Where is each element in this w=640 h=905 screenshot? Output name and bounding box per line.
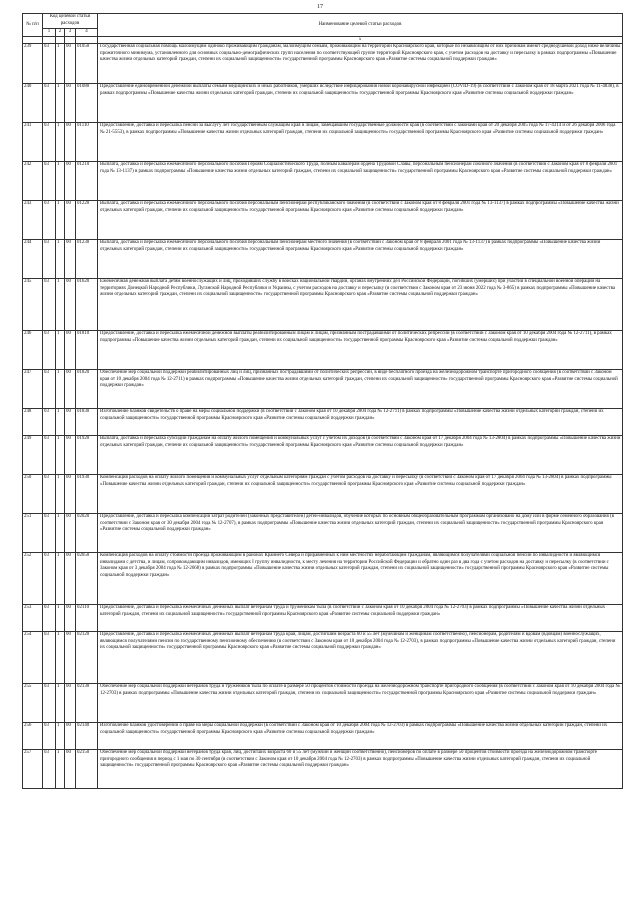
row-description: Компенсация расходов на оплату стоимости проезда проживающим в районах Крайнего Севера и приравненных к ним местностях неработающим гражданам, являющимся получателями социальной пенсии по инвалидности и являющимся инвалидами с детства, и лицам, сопровождающим инвалидов, имеющих I группу инвалидности, к месту лечения на территории Российской Федерации и обратно один раз в два года с учетом расходов на доставку и пересылку (в соответствии с Законом края от 3 декабря 2004 года № 12-2668) в рамках подпрограммы «Повышение качества жизни отдельных категорий граждан, степени их социальной защищенности» государственной программы Красноярского края «Развитие системы социальной поддержки граждан»	[98, 553, 623, 605]
row-description: Обеспечение мер социальной поддержки ветеранов труда и тружеников тыла по оплате в размере 50 процентов стоимости проезда на железнодорожном транспорте пригородного сообщения (в соответствии с Законом края от 10 декабря 2004 года № 12-2703) в рамках подпрограммы «Повышение качества жизни отдельных категорий граждан, степени их социальной защищенности» государственной программы Красноярского края «Развитие системы социальной поддержки граждан»	[98, 684, 623, 723]
code-part-2: 1	[56, 723, 65, 750]
code-part-1: 03	[43, 240, 56, 279]
code-part-4: 01110	[76, 123, 98, 162]
code-part-4: 02110	[76, 605, 98, 632]
row-description: Предоставление, доставка и пересылка ежемесячных денежных выплат ветеранам труда края, лицам, достигшим возраста 60 и 55 лет (мужчинам и женщинам соответственно), пенсионерам, родителям и вдовам (вдовцам) военнослужащих, являющимся получателями пенсии по государственному пенсионному обеспечению (в соответствии с Законом края от 10 декабря 2004 года № 12-2703), в рамках подпрограммы «Повышение качества жизни отдельных категорий граждан, степени их социальной защищенности» государственной программы Красноярского края «Развитие системы социальной поддержки граждан»	[98, 632, 623, 684]
code-part-1: 03	[43, 632, 56, 684]
header-idx-4: 4	[76, 29, 98, 37]
table-row	[23, 723, 623, 750]
code-part-2: 1	[56, 632, 65, 684]
code-part-3: 00	[65, 44, 76, 84]
code-part-1: 03	[43, 436, 56, 475]
code-part-4: 01050	[76, 44, 98, 84]
row-description: Изготовление бланков удостоверений о праве на меры социальной поддержки (в соответствии с Законом края от 10 декабря 2004 года № 12-2703) в рамках подпрограммы «Повышение качества жизни отдельных категорий граждан, степени их социальной защищенности» государственной программы Красноярского края «Развитие системы социальной поддержки граждан»	[98, 723, 623, 750]
code-part-1: 03	[43, 475, 56, 514]
row-number: 253	[23, 605, 43, 632]
code-part-2: 1	[56, 240, 65, 279]
row-number: 250	[23, 475, 43, 514]
row-number: 251	[23, 514, 43, 553]
table-row	[23, 240, 623, 279]
row-description: Компенсация расходов на оплату жилого помещения и коммунальных услуг отдельным категориям граждан с учетом расходов на доставку и пересылку (в соответствии с Законом края от 17 декабря 2004 года № 13-2804) в рамках подпрограммы «Повышение качества жизни отдельных категорий граждан, степени их социальной защищенности» государственной программы Красноярского края «Развитие системы социальной поддержки граждан»	[98, 475, 623, 514]
row-number: 239	[23, 44, 43, 84]
code-part-3: 00	[65, 123, 76, 162]
page-number: 17	[317, 4, 323, 10]
code-part-1: 03	[43, 331, 56, 370]
code-part-2: 1	[56, 553, 65, 605]
code-part-1: 03	[43, 162, 56, 201]
code-part-4: 01830	[76, 409, 98, 436]
code-part-4: 01930	[76, 475, 98, 514]
code-part-2: 1	[56, 684, 65, 723]
row-number: 240	[23, 84, 43, 123]
header-idx-blank	[43, 36, 56, 44]
table-row	[23, 436, 623, 475]
row-number: 243	[23, 201, 43, 240]
row-description: Выплата, доставка и пересылка ежемесячного персонального пособия персональным пенсионерам местного значения (в соответствии с Законом края от 8 февраля 2001 года № 13-1137) в рамках подпрограммы «Повышение качества жизни отдельных категорий граждан, степени их социальной защищенности» государственной программы Красноярского края «Развитие системы социальной поддержки граждан»	[98, 240, 623, 279]
row-number: 241	[23, 123, 43, 162]
header-name: Наименование целевой статьи расходов	[98, 14, 623, 37]
row-description: Предоставление единовременной денежной выплаты семьям медицинских и иных работников, умерших вследствие инфицирования новой коронавирусной инфекцией (COVID-19) (в соответствии с Законом края от 18 марта 2021 года № 11-4838), в рамках подпрограммы «Повышение качества жизни отдельных категорий граждан, степени их социальной защищенности» государственной программы Красноярского края «Развитие системы социальной поддержки граждан»	[98, 84, 623, 123]
code-part-2: 1	[56, 44, 65, 84]
table-row	[23, 370, 623, 409]
code-part-3: 00	[65, 553, 76, 605]
code-part-3: 00	[65, 84, 76, 123]
code-part-3: 00	[65, 240, 76, 279]
code-part-2: 1	[56, 409, 65, 436]
code-part-2: 1	[56, 331, 65, 370]
row-number: 242	[23, 162, 43, 201]
code-part-3: 00	[65, 475, 76, 514]
code-part-3: 00	[65, 605, 76, 632]
row-description: Предоставление, доставка и пересылка ежемесячных денежных выплат ветеранам труда и труженикам тыла (в соответствии с Законом края от 10 декабря 2004 года № 12-2703) в рамках подпрограммы «Повышение качества жизни отдельных категорий граждан, степени их социальной защищенности» государственной программы Красноярского края «Развитие системы социальной поддержки граждан»	[98, 605, 623, 632]
code-part-2: 1	[56, 475, 65, 514]
row-number: 249	[23, 436, 43, 475]
row-number: 257	[23, 750, 43, 789]
row-description: Ежемесячная денежная выплата детям военнослужащих и лиц, проходивших службу в войсках национальной гвардии, органах внутренних дел Российской Федерации, погибших (умерших) при участии в специальной военной операции на территориях Донецкой Народной Республики, Луганской Народной Республики и Украины, с учетом расходов на доставку и пересылку (в соответствии с Законом края от 23 июня 2022 года № 3-865) в рамках подпрограммы «Повышение качества жизни отдельных категорий граждан, степени их социальной защищенности» государственной программы Красноярского края «Развитие системы социальной поддержки граждан»	[98, 279, 623, 331]
code-part-2: 1	[56, 201, 65, 240]
row-description: Изготовление бланков свидетельств о праве на меры социальной поддержки (в соответствии с Законом края от 10 декабря 2004 года № 12-2711) в рамках подпрограммы «Повышение качества жизни отдельных категорий граждан, степени их социальной защищенности» государственной программы Красноярского края «Развитие системы социальной поддержки граждан»	[98, 409, 623, 436]
code-part-4: 01210	[76, 162, 98, 201]
code-part-1: 03	[43, 723, 56, 750]
code-part-1: 03	[43, 605, 56, 632]
code-part-3: 00	[65, 409, 76, 436]
table-row	[23, 605, 623, 632]
code-part-3: 00	[65, 370, 76, 409]
header-npp: № п/п	[23, 14, 43, 37]
row-number: 254	[23, 632, 43, 684]
row-description: Государственная социальная помощь малоимущим одиноко проживающим гражданам, малоимущим семьям, проживающим на территории Красноярского края, которые по независящим от них причинам имеют среднедушевой доход ниже величины прожиточного минимума, установленного для основных социально-демографических групп населения по соответствующей группе территорий Красноярского края, с учетом расходов на доставку и пересылку в рамках подпрограммы «Повышение качества жизни отдельных категорий граждан, степени их социальной защищенности» государственной программы Красноярского края «Развитие системы социальной поддержки граждан»	[98, 44, 623, 84]
table-row	[23, 409, 623, 436]
code-part-2: 1	[56, 514, 65, 553]
code-part-4: 02150	[76, 750, 98, 789]
table-row	[23, 123, 623, 162]
table-row	[23, 84, 623, 123]
code-part-3: 00	[65, 723, 76, 750]
row-number: 245	[23, 279, 43, 331]
row-number: 256	[23, 723, 43, 750]
code-part-4: 01080	[76, 84, 98, 123]
code-part-4: 02140	[76, 723, 98, 750]
code-part-1: 03	[43, 514, 56, 553]
code-part-3: 00	[65, 436, 76, 475]
table-row	[23, 632, 623, 684]
code-part-4: 02050	[76, 553, 98, 605]
code-part-4: 01810	[76, 331, 98, 370]
code-part-1: 03	[43, 201, 56, 240]
row-number: 247	[23, 370, 43, 409]
code-part-3: 00	[65, 279, 76, 331]
code-part-4: 01820	[76, 370, 98, 409]
header-code: Код целевой статьи расходов	[43, 14, 98, 29]
table-row	[23, 475, 623, 514]
table-row	[23, 750, 623, 789]
table-row	[23, 514, 623, 553]
code-part-2: 1	[56, 750, 65, 789]
table-row	[23, 331, 623, 370]
header-idx-blank	[56, 36, 65, 44]
code-part-3: 00	[65, 331, 76, 370]
header-idx-5: 5	[98, 36, 623, 44]
code-part-3: 00	[65, 684, 76, 723]
row-number: 244	[23, 240, 43, 279]
header-idx-blank	[23, 36, 43, 44]
code-part-4: 01230	[76, 240, 98, 279]
row-description: Предоставление, доставка и пересылка ежемесячной денежной выплаты реабилитированным лицам и лицам, признанным пострадавшими от политических репрессий (в соответствии с Законом края от 10 декабря 2004 года № 12-2711), в рамках подпрограммы «Повышение качества жизни отдельных категорий граждан, степени их социальной защищенности» государственной программы Красноярского края «Развитие системы социальной поддержки граждан»	[98, 331, 623, 370]
row-description: Выплата, доставка и пересылка ежемесячного персонального пособия персональным пенсионерам республиканского значения (в соответствии с Законом края от 8 февраля 2001 года № 13-1137) в рамках подпрограммы «Повышение качества жизни отдельных категорий граждан, степени их социальной защищенности» государственной программы Красноярского края «Развитие системы социальной поддержки граждан»	[98, 201, 623, 240]
code-part-4: 02130	[76, 684, 98, 723]
header-idx-2: 2	[56, 29, 65, 37]
code-part-3: 00	[65, 750, 76, 789]
table-row	[23, 684, 623, 723]
code-part-1: 03	[43, 750, 56, 789]
row-number: 255	[23, 684, 43, 723]
code-part-3: 00	[65, 162, 76, 201]
header-idx-blank	[65, 36, 76, 44]
code-part-2: 1	[56, 370, 65, 409]
header-idx-blank	[76, 36, 98, 44]
code-part-2: 1	[56, 436, 65, 475]
code-part-1: 03	[43, 44, 56, 84]
row-description: Обеспечение мер социальной поддержки реабилитированных лиц и лиц, признанных пострадавшими от политических репрессий, в виде бесплатного проезда на железнодорожном транспорте пригородного сообщения (в соответствии с Законом края от 10 декабря 2004 года № 12-2711) в рамках подпрограммы «Повышение качества жизни отдельных категорий граждан, степени их социальной защищенности» государственной программы Красноярского края «Развитие системы социальной поддержки граждан»	[98, 370, 623, 409]
table-row	[23, 201, 623, 240]
code-part-1: 03	[43, 553, 56, 605]
code-part-4: 01620	[76, 279, 98, 331]
row-number: 248	[23, 409, 43, 436]
code-part-2: 1	[56, 123, 65, 162]
code-part-1: 03	[43, 684, 56, 723]
code-part-1: 03	[43, 84, 56, 123]
code-part-3: 00	[65, 632, 76, 684]
table-body	[23, 44, 623, 789]
code-part-2: 1	[56, 84, 65, 123]
table-row	[23, 279, 623, 331]
table-row	[23, 162, 623, 201]
code-part-1: 03	[43, 123, 56, 162]
code-part-4: 01920	[76, 436, 98, 475]
row-description: Предоставление, доставка и пересылка компенсации затрат родителей (законных представителей) детей-инвалидов, обучение которых по основным общеобразовательным программам организовано на дому или в форме семейного образования (в соответствии с Законом края от 30 декабря 2004 года № 12-2707), в рамках подпрограммы «Повышение качества жизни отдельных категорий граждан, степени их социальной защищенности» государственной программы Красноярского края «Развитие системы социальной поддержки граждан»	[98, 514, 623, 553]
code-part-4: 01220	[76, 201, 98, 240]
code-part-4: 02020	[76, 514, 98, 553]
code-part-4: 02120	[76, 632, 98, 684]
row-description: Предоставление, доставка и пересылка пенсии за выслугу лет государственным служащим края и лицам, замещавшим государственные должности края (в соответствии с законами края от 20 декабря 2005 года № 17-4314 и от 26 декабря 2006 года № 21-5553), в рамках подпрограммы «Повышение качества жизни отдельных категорий граждан, степени их социальной защищенности» государственной программы Красноярского края «Развитие системы социальной поддержки граждан»	[98, 123, 623, 162]
row-number: 246	[23, 331, 43, 370]
code-part-1: 03	[43, 370, 56, 409]
code-part-1: 03	[43, 409, 56, 436]
row-description: Выплата, доставка и пересылка ежемесячного персонального пособия Героям Социалистического Труда, полным кавалерам ордена Трудовой Славы, персональным пенсионерам союзного значения (в соответствии с Законом края от 8 февраля 2001 года № 13-1137) в рамках подпрограммы «Повышение качества жизни отдельных категорий граждан, степени их социальной защищенности» государственной программы Красноярского края «Развитие системы социальной поддержки граждан»	[98, 162, 623, 201]
row-description: Выплата, доставка и пересылка субсидий гражданам на оплату жилого помещения и коммунальных услуг с учетом их доходов (в соответствии с Законом края от 17 декабря 2004 года № 13-2804) в рамках подпрограммы «Повышение качества жизни отдельных категорий граждан, степени их социальной защищенности» государственной программы Красноярского края «Развитие системы социальной поддержки граждан»	[98, 436, 623, 475]
budget-table	[22, 13, 623, 789]
code-part-3: 00	[65, 514, 76, 553]
code-part-2: 1	[56, 605, 65, 632]
table-row	[23, 553, 623, 605]
row-description: Обеспечение мер социальной поддержки ветеранов труда края, лиц, достигших возраста 60 и 55 лет (мужчин и женщин соответственно), пенсионеров по оплате в размере 50 процентов стоимости проезда на железнодорожном транспорте пригородного сообщения в период с 1 мая по 30 сентября (в соответствии с Законом края от 10 декабря 2004 года № 12-2703) в рамках подпрограммы «Повышение качества жизни отдельных категорий граждан, степени их социальной защищенности» государственной программы Красноярского края «Развитие системы социальной поддержки граждан»	[98, 750, 623, 789]
header-idx-3: 3	[65, 29, 76, 37]
header-idx-1: 1	[43, 29, 56, 37]
code-part-3: 00	[65, 201, 76, 240]
row-number: 252	[23, 553, 43, 605]
table-row	[23, 44, 623, 84]
code-part-1: 03	[43, 279, 56, 331]
code-part-2: 1	[56, 279, 65, 331]
code-part-2: 1	[56, 162, 65, 201]
